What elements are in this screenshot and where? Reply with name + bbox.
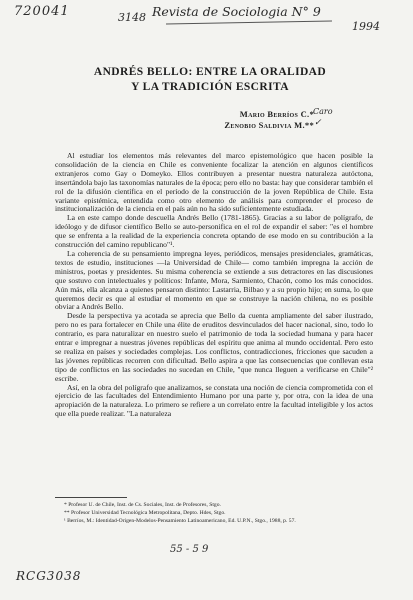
body-paragraph: La en este campo donde descuella Andrés Bello (1781-1865). Gracias a su labor de polígrafo, de ideólogo y de difusor científico Bello se auto-personifica en el rol de expandir el saber: "es el hombre que se enfrenta a la realidad de la experiencia concreta optando de ese modo en su contribución a la construcción del camino republicano"¹. [55,213,373,250]
footnote: ¹ Berríos, M.: Identidad-Origen-Modelos-Pensamiento Latinoamericano, Ed. U.P.N., Stgo., 1988, p. 57. [64,517,296,524]
handwritten-item-number: 3148 [118,11,146,24]
handwritten-checkmark-icon: ✓ [314,118,322,128]
author-1: Mario Berríos C.* [239,109,314,119]
handwritten-page-range: 55 - 5 9 [170,544,209,555]
handwritten-underline [166,21,332,25]
handwritten-author-note: Caro [313,107,333,116]
handwritten-year: 1994 [352,20,380,33]
footnote: ** Profesor Universidad Tecnológica Metropolitana, Depto. Hdes, Stgo. [64,509,226,516]
author-2: Zenobio Saldivia M.** [224,120,314,130]
body-paragraph: Al estudiar los elementos más relevantes del marco epistemológico que hacen posible la consolidación de la ciencia en Chile es conveniente focalizar la atención en algunos científicos extranjeros como Gay o Domeyko. Ellos contribuyen a presentar nuestra naturaleza autóctona, insertándola bajo las taxonomías naturales de la época; pero ello no basta: hay que considerar también el rol de la difusión científica en el período de la construcción de la joven República de Chile. Esta variante epistémica, entendida como otro elemento de análisis para comprender el proceso de institucionalización de la ciencia en el país aún no ha sido suficientemente estudiada. [55,151,373,214]
body-paragraph: Desde la perspectiva ya acotada se aprecia que Bello da cuenta ampliamente del saber ilustrado, pero no es para fortalecer en Chile una élite de eruditos desvinculados del hacer nacional, sino, todo lo contrario, es para naturalizar en nuestro suelo el patrimonio de toda la sociedad humana y para hacer entrar e impregnar a nuestras jóvenes repúblicas del espíritu que anima al mundo occidental. Pero esto se realiza en países y sociedades complejas. Los conflictos, contradicciones, fricciones que sacuden a las jóvenes repúblicas recorren con dificultad. Bello aspira a que las consecuencias que conllevan esta tipo de conflictos en las sociedades no sucedan en Chile, "que nunca lleguen a verificarse en Chile"² escribe. [55,311,373,383]
article-title-line-2: Y LA TRADICIÓN ESCRITA [131,81,289,93]
footnote: * Profesor U. de Chile, Inst. de Cs. Sociales, Inst. de Profesores, Stgo. [64,502,221,508]
footnote-divider [55,497,127,498]
article-title-line-1: ANDRÉS BELLO: ENTRE LA ORALIDAD [93,66,327,78]
handwritten-catalog-number: 720041 [14,4,70,19]
handwritten-journal-name: Revista de Sociologia N° 9 [152,4,321,19]
handwritten-shelf-mark: RCG3038 [16,569,82,583]
footnotes [60,502,373,525]
body-paragraph: Así, en la obra del polígrafo que analizamos, se constata una noción de ciencia comprometida con el ejercicio de las facultades del Entendimiento Humano por una parte y, por otra, con la idea de una apropiación de la naturaleza. Lo primero se refiere a un correlato entre la facultad inteligible y los actos que ella puede realizar. "La naturaleza [55,382,373,419]
article-body [55,152,373,419]
body-paragraph: La coherencia de su pensamiento impregna leyes, periódicos, mensajes presidenciales, gramáticas, textos de estudio, instituciones —la Universidad de Chile— como también impregna la acción de ministros, poetas y presidentes. Su misma coherencia se extiende a sus detractores en las discusiones que sostuvo con intelectuales y políticos: Infante, Mora, Sarmiento, Chacón, como los más conocidos. Aún más, ella alcanza a quienes pensaron distinto: Lastarria, Bilbao y a su propio hijo; en suma, lo que queremos decir es que al estudiar el momento en que se construye la nación chilena, no es posible obviar a Andrés Bello. [55,248,373,312]
